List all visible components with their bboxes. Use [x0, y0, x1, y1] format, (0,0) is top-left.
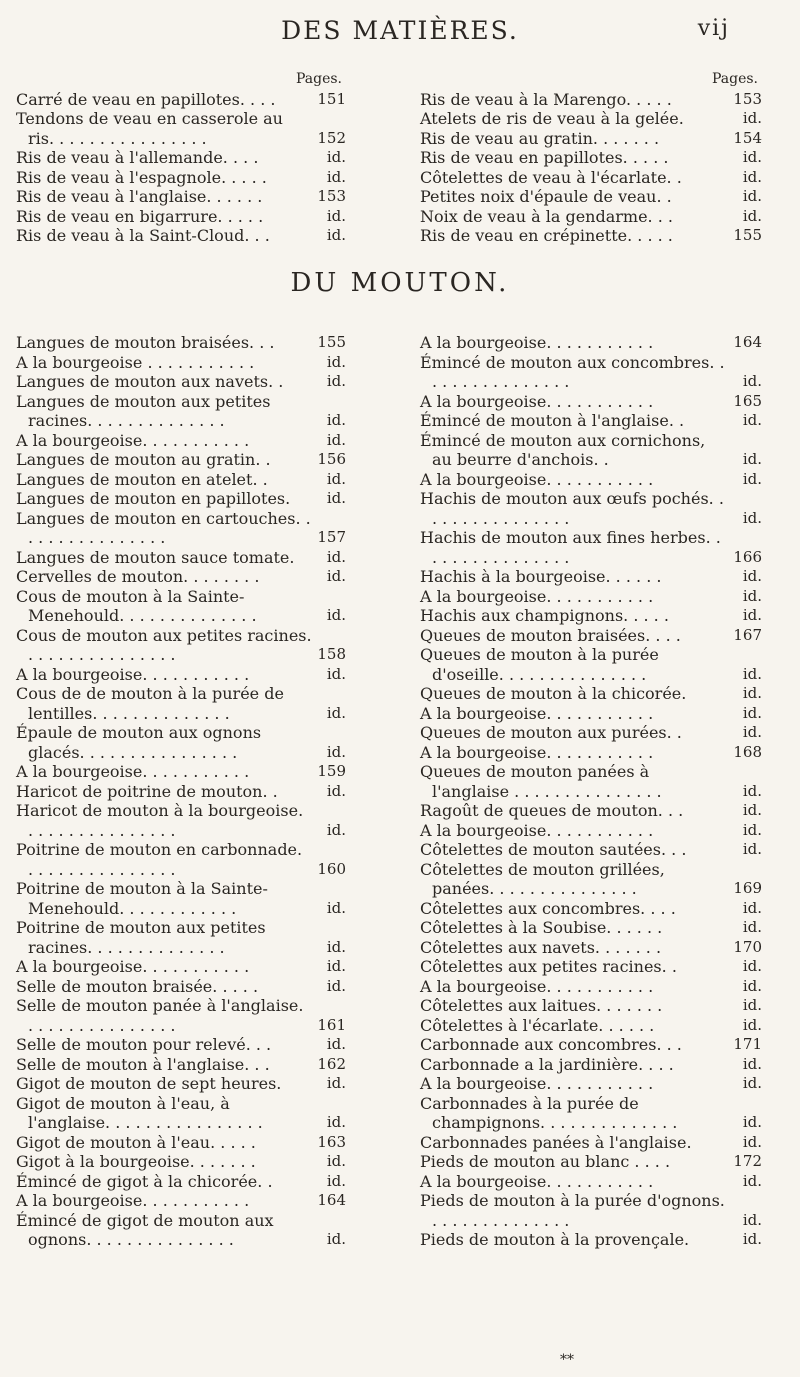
folio: vij: [697, 16, 730, 41]
entry-title: A la bourgeoise. . . . . . . . . . .: [16, 430, 250, 450]
entry-page: id.: [742, 411, 762, 429]
entry-title: A la bourgeoise. . . . . . . . . . .: [16, 1191, 250, 1210]
index-entry: [420, 977, 762, 997]
entry-page: id.: [742, 167, 762, 186]
entry-page: id.: [742, 976, 762, 995]
entry-page: 172: [733, 1152, 762, 1170]
entry-title: Carré de veau en papillotes. . . .: [16, 89, 276, 109]
entry-title: Hachis de mouton aux œufs pochés. . . . . . . . . . . . . . . .: [420, 489, 724, 528]
entry-title: Ragoût de queues de mouton. . .: [420, 801, 684, 820]
entry-title: Selle de mouton pour relevé. . .: [16, 1035, 272, 1054]
entry-page: id.: [326, 664, 346, 683]
entry-page: id.: [742, 1113, 762, 1131]
entry-title: Poitrine de mouton aux petites racines. . . . . . . . . . . . . .: [16, 918, 266, 957]
index-entry: [16, 840, 346, 879]
entry-page: id.: [742, 1054, 762, 1073]
index-entry: [420, 90, 762, 110]
index-entry: [420, 1133, 762, 1153]
entry-page: 160: [317, 859, 346, 878]
entry-page: id.: [742, 187, 762, 205]
entry-page: id.: [326, 606, 346, 624]
entry-title: Émincé de mouton aux concombres. . . . . . . . . . . . . . . .: [420, 352, 725, 391]
running-title: DES MATIÈRES.: [281, 16, 519, 45]
entry-title: A la bourgeoise. . . . . . . . . . .: [420, 976, 654, 996]
entry-title: A la bourgeoise. . . . . . . . . . .: [420, 391, 654, 411]
entry-title: Gigot à la bourgeoise. . . . . . .: [16, 1152, 256, 1171]
entry-page: 166: [733, 547, 762, 566]
entry-title: Pieds de mouton à la provençale.: [420, 1230, 690, 1249]
entry-page: 163: [317, 1132, 346, 1151]
entry-title: Émincé de gigot à la chicorée. .: [16, 1171, 273, 1191]
index-entry: [420, 1016, 762, 1036]
entry-title: Atelets de ris de veau à la gelée.: [420, 109, 684, 128]
entry-title: Côtelettes aux laitues. . . . . . .: [420, 996, 663, 1015]
index-entry: [420, 1055, 762, 1075]
index-entry: [420, 528, 762, 567]
index-entry: [420, 1074, 762, 1094]
entry-title: A la bourgeoise. . . . . . . . . . .: [420, 742, 654, 762]
index-entry: [420, 187, 762, 207]
main-right-column: [420, 333, 762, 1250]
entry-page: 167: [733, 625, 762, 644]
index-entry: [420, 743, 762, 763]
entry-title: A la bourgeoise. . . . . . . . . . .: [16, 664, 250, 684]
index-entry: [420, 938, 762, 958]
index-entry: [420, 860, 762, 899]
index-entry: [420, 821, 762, 841]
index-entry: [420, 1035, 762, 1055]
entry-title: Selle de mouton braisée. . . . .: [16, 976, 259, 996]
index-entry: [16, 762, 346, 782]
entry-title: A la bourgeoise. . . . . . . . . . .: [420, 586, 654, 606]
entry-page: 158: [317, 645, 346, 663]
entry-page: 165: [733, 391, 762, 410]
entry-page: id.: [326, 567, 346, 585]
running-head: [0, 16, 800, 45]
entry-title: Gigot de mouton à l'eau, à l'anglaise. . . . . . . . . . . . . . . .: [16, 1093, 263, 1132]
index-entry: [16, 782, 346, 802]
top-right-column: [420, 70, 762, 246]
entry-title: A la bourgeoise. . . . . . . . . . .: [420, 469, 654, 489]
entry-title: Côtelettes aux petites racines. .: [420, 957, 677, 976]
index-entry: [16, 801, 346, 840]
entry-title: Pieds de mouton à la purée d'ognons. . . . . . . . . . . . . . .: [420, 1191, 725, 1230]
entry-page: id.: [326, 976, 346, 995]
entry-title: Langues de mouton en papillotes.: [16, 489, 291, 508]
entry-page: 169: [733, 879, 762, 897]
index-entry: [16, 470, 346, 490]
entry-page: id.: [326, 489, 346, 507]
section-title: DU MOUTON.: [290, 268, 510, 298]
index-entry: [16, 957, 346, 977]
index-entry: [16, 1035, 346, 1055]
index-entry: [420, 587, 762, 607]
entry-page: id.: [326, 781, 346, 800]
entry-title: Côtelettes de mouton grillées, panées. . . . . . . . . . . . . . .: [420, 859, 665, 898]
entry-title: Langues de mouton sauce tomate.: [16, 547, 295, 567]
index-entry: [420, 1152, 762, 1172]
index-entry: [16, 90, 346, 110]
entry-page: id.: [742, 1015, 762, 1034]
entry-title: Langues de mouton en cartouches. . . . . . . . . . . . . . . .: [16, 508, 311, 547]
index-entry: [16, 1094, 346, 1133]
entry-page: id.: [742, 109, 762, 127]
entry-page: 152: [317, 128, 346, 147]
entry-page: id.: [326, 206, 346, 225]
index-entry: [420, 723, 762, 743]
entry-title: Émincé de gigot de mouton aux ognons. . . . . . . . . . . . . . .: [16, 1210, 274, 1249]
entry-page: id.: [742, 1074, 762, 1092]
entry-page: id.: [742, 1171, 762, 1190]
entry-title: Émincé de mouton à l'anglaise. .: [420, 411, 685, 430]
entry-title: Ris de veau à la Marengo. . . . .: [420, 89, 672, 109]
entry-page: id.: [326, 1113, 346, 1131]
index-entry: [420, 1094, 762, 1133]
index-entry: [16, 207, 346, 227]
entry-page: id.: [742, 372, 762, 390]
index-entry: [16, 1152, 346, 1172]
index-entry: [420, 489, 762, 528]
entry-title: Langues de mouton au gratin. .: [16, 450, 271, 469]
entry-title: A la bourgeoise. . . . . . . . . . .: [420, 333, 654, 352]
index-entry: [420, 129, 762, 149]
entry-title: A la bourgeoise. . . . . . . . . . .: [420, 1074, 654, 1093]
entry-title: Haricot de poitrine de mouton. .: [16, 781, 278, 801]
entry-title: Selle de mouton à l'anglaise. . .: [16, 1054, 270, 1074]
entry-page: id.: [326, 1035, 346, 1053]
index-entry: [16, 1133, 346, 1153]
entry-page: id.: [742, 586, 762, 605]
entry-page: id.: [326, 1171, 346, 1190]
entry-page: id.: [326, 148, 346, 166]
entry-page: id.: [326, 1230, 346, 1248]
entry-page: id.: [742, 723, 762, 741]
entry-title: Ris de veau à la Saint-Cloud. . .: [16, 226, 270, 245]
entry-page: 151: [317, 89, 346, 108]
index-entry: [16, 353, 346, 373]
index-entry: [420, 957, 762, 977]
entry-title: Ris de veau à l'anglaise. . . . . .: [16, 187, 263, 206]
index-entry: [16, 879, 346, 918]
index-entry: [16, 148, 346, 168]
entry-title: Gigot de mouton de sept heures.: [16, 1074, 282, 1093]
entry-page: id.: [326, 167, 346, 186]
entry-title: Carbonnades à la purée de champignons. . . . . . . . . . . . . .: [420, 1093, 678, 1132]
index-entry: [420, 606, 762, 626]
entry-page: id.: [742, 781, 762, 800]
entry-title: Côtelettes de veau à l'écarlate. .: [420, 167, 682, 187]
index-entry: [420, 996, 762, 1016]
index-entry: [420, 148, 762, 168]
entry-page: id.: [742, 801, 762, 819]
entry-page: id.: [742, 996, 762, 1014]
entry-page: id.: [742, 684, 762, 702]
entry-title: A la bourgeoise. . . . . . . . . . .: [420, 820, 654, 840]
index-entry: [420, 1191, 762, 1230]
entry-page: 153: [733, 89, 762, 108]
entry-page: id.: [326, 411, 346, 429]
entry-page: 154: [733, 128, 762, 147]
entry-page: id.: [742, 957, 762, 975]
entry-title: Langues de mouton aux petites racines. . . . . . . . . . . . . .: [16, 391, 271, 430]
entry-title: Côtelettes à l'écarlate. . . . . .: [420, 1015, 655, 1035]
entry-page: id.: [742, 469, 762, 488]
entry-page: id.: [742, 206, 762, 225]
index-entry: [420, 567, 762, 587]
index-entry: [16, 1191, 346, 1211]
entry-title: Côtelettes aux navets. . . . . . .: [420, 937, 662, 957]
entry-title: Tendons de veau en casserole au ris. . . . . . . . . . . . . . . .: [16, 109, 283, 148]
entry-title: Cous de mouton à la Sainte-Menehould. . . . . . . . . . . . . .: [16, 586, 257, 625]
entry-page: id.: [326, 957, 346, 975]
entry-title: Langues de mouton en atelet. .: [16, 469, 268, 489]
index-entry: [420, 645, 762, 684]
entry-page: id.: [742, 664, 762, 683]
entry-page: id.: [742, 703, 762, 722]
index-entry: [16, 684, 346, 723]
entry-title: Gigot de mouton à l'eau. . . . .: [16, 1132, 256, 1152]
pages-label: Pages.: [711, 71, 758, 87]
index-entry: [420, 109, 762, 129]
entry-title: Langues de mouton aux navets. .: [16, 372, 284, 391]
index-entry: [420, 626, 762, 646]
index-entry: [16, 1211, 346, 1250]
entry-page: id.: [326, 352, 346, 371]
index-entry: [420, 411, 762, 431]
pages-label: Pages.: [295, 71, 342, 87]
index-entry: [420, 1230, 762, 1250]
entry-page: id.: [326, 703, 346, 722]
entry-page: 170: [733, 937, 762, 956]
entry-page: id.: [742, 567, 762, 585]
entry-page: id.: [742, 1132, 762, 1151]
entry-title: Queues de mouton panées à l'anglaise . . . . . . . . . . . . . . .: [420, 762, 662, 801]
index-entry: [16, 548, 346, 568]
index-entry: [16, 431, 346, 451]
entry-title: Petites noix d'épaule de veau. .: [420, 187, 672, 206]
index-entry: [16, 226, 346, 246]
entry-title: Hachis de mouton aux fines herbes. . . . . . . . . . . . . . . .: [420, 528, 721, 567]
entry-page: id.: [326, 430, 346, 449]
entry-title: Hachis à la bourgeoise. . . . . .: [420, 567, 662, 586]
index-entry: [16, 977, 346, 997]
entry-title: Cervelles de mouton. . . . . . . .: [16, 567, 260, 586]
entry-title: Queues de mouton braisées. . . .: [420, 625, 681, 645]
index-entry: [420, 899, 762, 919]
index-entry: [16, 1074, 346, 1094]
index-entry: [420, 353, 762, 392]
index-entry: [16, 509, 346, 548]
index-entry: [16, 109, 346, 148]
entry-page: id.: [326, 469, 346, 488]
entry-title: Queues de mouton aux purées. .: [420, 723, 682, 742]
index-entry: [420, 704, 762, 724]
entry-page: id.: [326, 937, 346, 956]
index-entry: [16, 665, 346, 685]
entry-page: 164: [317, 1191, 346, 1209]
signature-mark: **: [560, 1352, 574, 1368]
entry-page: id.: [326, 742, 346, 761]
entry-title: Pieds de mouton au blanc . . . .: [420, 1152, 671, 1171]
entry-title: Émincé de mouton aux cornichons, au beurre d'anchois. .: [420, 430, 706, 469]
entry-page: 157: [317, 528, 346, 546]
entry-page: id.: [326, 372, 346, 390]
entry-page: 153: [317, 187, 346, 205]
index-entry: [16, 587, 346, 626]
entry-title: Épaule de mouton aux ognons glacés. . . . . . . . . . . . . . . .: [16, 723, 262, 762]
index-entry: [420, 684, 762, 704]
top-left-column: [16, 70, 346, 246]
entry-title: Poitrine de mouton en carbonnade. . . . . . . . . . . . . . . .: [16, 840, 303, 879]
entry-title: Ris de veau au gratin. . . . . . .: [420, 128, 660, 148]
entry-title: Queues de mouton à la chicorée.: [420, 684, 687, 703]
entry-page: id.: [326, 226, 346, 244]
entry-title: A la bourgeoise . . . . . . . . . . .: [16, 352, 255, 372]
entry-title: Ris de veau à l'allemande. . . .: [16, 148, 259, 167]
main-left-column: [16, 333, 346, 1250]
entry-page: 161: [317, 1015, 346, 1034]
entry-page: id.: [742, 840, 762, 858]
index-entry: [16, 996, 346, 1035]
index-entry: [16, 1172, 346, 1192]
index-entry: [420, 801, 762, 821]
entry-page: 159: [317, 762, 346, 780]
entry-title: Ris de veau en crépinette. . . . .: [420, 226, 673, 245]
entry-page: 155: [733, 226, 762, 244]
entry-title: Cous de mouton aux petites racines. . . . . . . . . . . . . . . .: [16, 625, 312, 664]
entry-page: id.: [742, 508, 762, 527]
index-entry: [16, 372, 346, 392]
entry-title: Cous de de mouton à la purée de lentilles. . . . . . . . . . . . . .: [16, 684, 284, 723]
entry-title: Ris de veau en bigarrure. . . . .: [16, 206, 264, 226]
entry-title: Haricot de mouton à la bourgeoise. . . . . . . . . . . . . . . .: [16, 801, 304, 840]
index-entry: [16, 567, 346, 587]
entry-page: id.: [742, 1210, 762, 1229]
entry-title: Côtelettes de mouton sautées. . .: [420, 840, 687, 859]
entry-page: id.: [326, 1152, 346, 1170]
index-entry: [16, 489, 346, 509]
index-entry: [16, 723, 346, 762]
index-entry: [420, 762, 762, 801]
index-entry: [420, 470, 762, 490]
entry-page: id.: [326, 1074, 346, 1092]
entry-page: 156: [317, 450, 346, 468]
index-entry: [420, 333, 762, 353]
entry-title: Poitrine de mouton à la Sainte-Menehould. . . . . . . . . . . .: [16, 879, 268, 918]
entry-title: Côtelettes aux concombres. . . .: [420, 898, 676, 918]
index-entry: [420, 226, 762, 246]
entry-page: 171: [733, 1035, 762, 1053]
index-entry: [16, 392, 346, 431]
index-entry: [420, 918, 762, 938]
index-entry: [16, 333, 346, 353]
entry-title: Côtelettes à la Soubise. . . . . .: [420, 918, 663, 937]
index-entry: [16, 168, 346, 188]
entry-page: id.: [742, 450, 762, 468]
entry-title: Carbonnade aux concombres. . .: [420, 1035, 682, 1054]
index-entry: [16, 626, 346, 665]
index-entry: [420, 392, 762, 412]
entry-title: Ris de veau en papillotes. . . . .: [420, 148, 669, 167]
entry-page: id.: [742, 918, 762, 936]
entry-title: Selle de mouton panée à l'anglaise. . . . . . . . . . . . . . . .: [16, 996, 304, 1035]
index-entry: [16, 450, 346, 470]
entry-title: Carbonnades panées à l'anglaise.: [420, 1132, 692, 1152]
entry-title: A la bourgeoise. . . . . . . . . . .: [420, 703, 654, 723]
entry-title: Carbonnade a la jardinière. . . .: [420, 1054, 674, 1074]
entry-page: 162: [317, 1054, 346, 1073]
entry-page: 168: [733, 742, 762, 761]
index-entry: [16, 1055, 346, 1075]
entry-page: id.: [326, 820, 346, 839]
entry-title: Hachis aux champignons. . . . .: [420, 606, 669, 625]
entry-title: A la bourgeoise. . . . . . . . . . .: [16, 957, 250, 976]
index-entry: [16, 918, 346, 957]
entry-page: id.: [326, 547, 346, 566]
index-entry: [16, 187, 346, 207]
entry-title: Noix de veau à la gendarme. . .: [420, 206, 673, 226]
entry-title: A la bourgeoise. . . . . . . . . . .: [420, 1171, 654, 1191]
entry-page: id.: [742, 898, 762, 917]
entry-title: Queues de mouton à la purée d'oseille. . . . . . . . . . . . . . .: [420, 645, 659, 684]
entry-page: id.: [742, 1230, 762, 1248]
entry-page: id.: [742, 606, 762, 624]
entry-title: Langues de mouton braisées. . .: [16, 333, 275, 352]
entry-page: 155: [317, 333, 346, 351]
index-entry: [420, 207, 762, 227]
entry-page: id.: [742, 148, 762, 166]
index-entry: [420, 840, 762, 860]
index-entry: [420, 168, 762, 188]
entry-page: 164: [733, 333, 762, 351]
entry-title: A la bourgeoise. . . . . . . . . . .: [16, 762, 250, 781]
entry-page: id.: [742, 820, 762, 839]
entry-page: id.: [326, 898, 346, 917]
index-entry: [420, 431, 762, 470]
entry-title: Ris de veau à l'espagnole. . . . .: [16, 167, 267, 187]
index-entry: [420, 1172, 762, 1192]
